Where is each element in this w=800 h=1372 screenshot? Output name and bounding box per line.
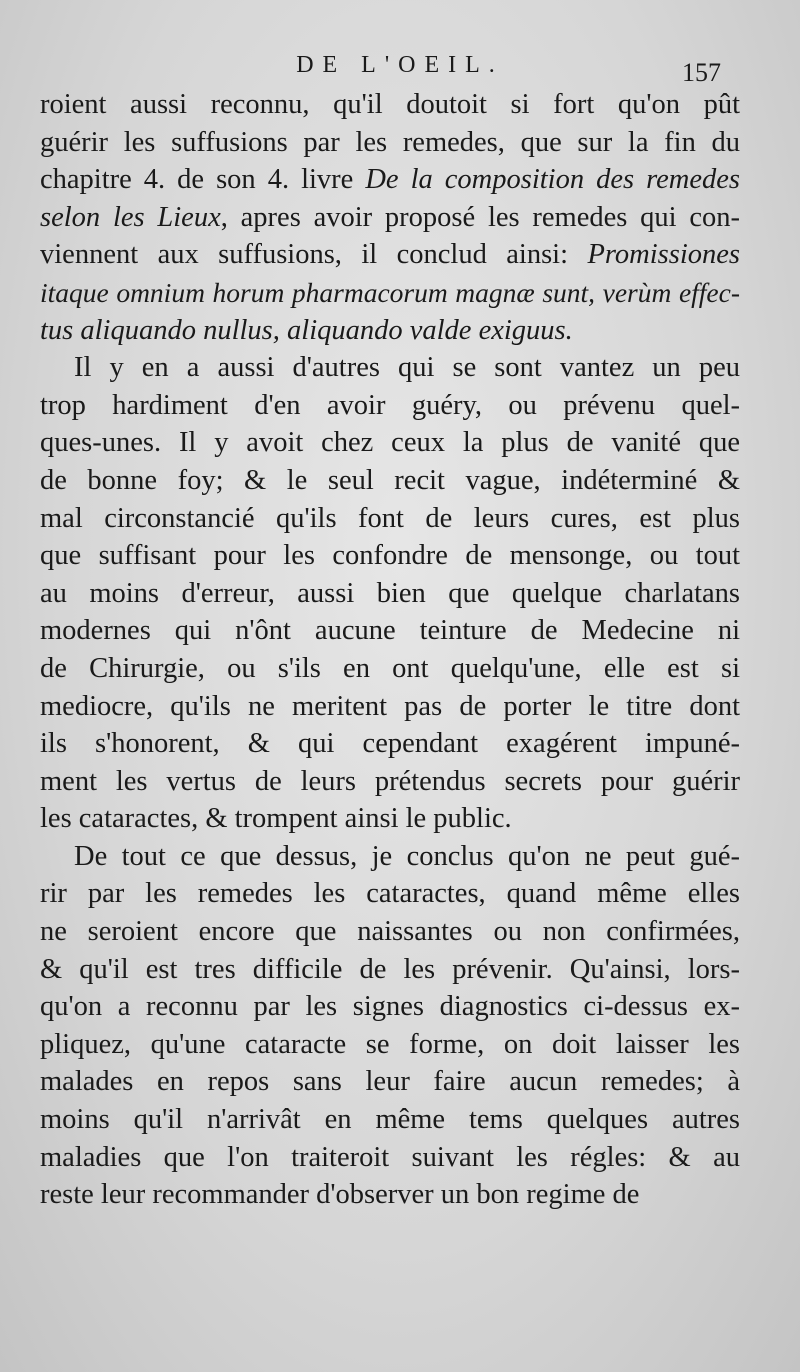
text-run: guérir les suffusions par les remedes, que sur la fin du bbox=[40, 126, 740, 158]
text-run: mal circonstancié qu'ils font de leurs cures, est plus bbox=[40, 502, 740, 534]
text-line bbox=[40, 800, 740, 838]
text-line bbox=[40, 124, 740, 162]
body-text bbox=[40, 86, 740, 1214]
paragraph bbox=[40, 349, 740, 838]
text-run: trop hardiment d'en avoir guéry, ou prévenu quel- bbox=[40, 389, 740, 421]
text-run: pliquez, qu'une cataracte se forme, on doit laisser les bbox=[40, 1028, 740, 1060]
text-run: les cataractes, & trompent ainsi le public. bbox=[40, 803, 512, 835]
text-run: viennent aux suffusions, il conclud ainsi: bbox=[40, 239, 588, 271]
text-run: qu'on a reconnu par les signes diagnostics ci-dessus ex- bbox=[40, 991, 740, 1023]
text-line bbox=[40, 500, 740, 538]
text-line bbox=[40, 725, 740, 763]
text-line bbox=[40, 199, 740, 237]
text-run: maladies que l'on traiteroit suivant les régles: & au bbox=[40, 1141, 740, 1173]
text-line bbox=[40, 575, 740, 613]
text-run: ment les vertus de leurs prétendus secrets pour guérir bbox=[40, 765, 740, 797]
page-number: 157 bbox=[682, 58, 721, 87]
italic-run: Promissiones bbox=[587, 239, 740, 271]
paragraph bbox=[40, 838, 740, 1214]
text-line bbox=[40, 988, 740, 1026]
text-run: reste leur recommander d'observer un bon regime de bbox=[40, 1179, 640, 1211]
italic-run: selon les Lieux bbox=[40, 201, 221, 233]
text-line bbox=[40, 838, 740, 876]
text-line bbox=[40, 424, 740, 462]
text-line bbox=[40, 537, 740, 575]
text-run: roient aussi reconnu, qu'il doutoit si fort qu'on pût bbox=[40, 89, 740, 120]
text-run: De tout ce que dessus, je conclus qu'on ne peut gué- bbox=[74, 840, 740, 872]
text-line bbox=[40, 1139, 740, 1177]
text-line bbox=[40, 1176, 740, 1214]
italic-run: tus aliquando nullus, aliquando valde exiguus. bbox=[40, 314, 573, 346]
text-line bbox=[40, 387, 740, 425]
text-line bbox=[40, 1026, 740, 1064]
text-line bbox=[40, 951, 740, 989]
text-run: mediocre, qu'ils ne meritent pas de porter le titre dont bbox=[40, 690, 740, 722]
paragraph bbox=[40, 86, 740, 349]
text-line bbox=[40, 875, 740, 913]
text-run: malades en repos sans leur faire aucun remedes; à bbox=[40, 1066, 740, 1098]
text-line bbox=[40, 612, 740, 650]
text-run: ques-unes. Il y avoit chez ceux la plus de vanité que bbox=[40, 427, 740, 459]
text-line bbox=[40, 161, 740, 199]
text-line bbox=[40, 763, 740, 801]
running-head: DE L'OEIL. bbox=[296, 52, 504, 78]
text-line bbox=[40, 913, 740, 951]
text-line bbox=[40, 312, 740, 350]
text-line bbox=[40, 688, 740, 726]
text-run: moins qu'il n'arrivât en même tems quelques autres bbox=[40, 1104, 740, 1136]
text-run: ils s'honorent, & qui cependant exagérent impuné- bbox=[40, 728, 740, 760]
text-line bbox=[40, 462, 740, 500]
italic-run: itaque omnium horum pharmacorum magnæ sunt, verùm effec- bbox=[40, 276, 740, 308]
text-run: chapitre 4. de son 4. livre bbox=[40, 164, 366, 196]
text-run: Il y en a aussi d'autres qui se sont vantez un peu bbox=[74, 352, 740, 384]
text-run: que suffisant pour les confondre de mensonge, ou tout bbox=[40, 540, 740, 572]
text-run: de bonne foy; & le seul recit vague, indéterminé & bbox=[40, 464, 740, 496]
text-run: au moins d'erreur, aussi bien que quelque charlatans bbox=[40, 577, 740, 609]
italic-run: De la composition des remedes bbox=[365, 164, 740, 196]
text-line bbox=[40, 236, 740, 274]
text-line bbox=[40, 274, 740, 312]
text-run: modernes qui n'ônt aucune teinture de Medecine ni bbox=[40, 615, 740, 647]
text-line bbox=[40, 86, 740, 124]
text-run: ne seroient encore que naissantes ou non confirmées, bbox=[40, 916, 740, 948]
text-run: & qu'il est tres difficile de les prévenir. Qu'ainsi, lors- bbox=[40, 953, 740, 985]
text-line bbox=[40, 1101, 740, 1139]
text-line bbox=[40, 349, 740, 387]
text-run: rir par les remedes les cataractes, quand même elles bbox=[40, 878, 740, 910]
text-line bbox=[40, 650, 740, 688]
text-run: de Chirurgie, ou s'ils en ont quelqu'une, elle est si bbox=[40, 652, 740, 684]
text-line bbox=[40, 1063, 740, 1101]
text-run: , apres avoir proposé les remedes qui con- bbox=[220, 201, 740, 233]
